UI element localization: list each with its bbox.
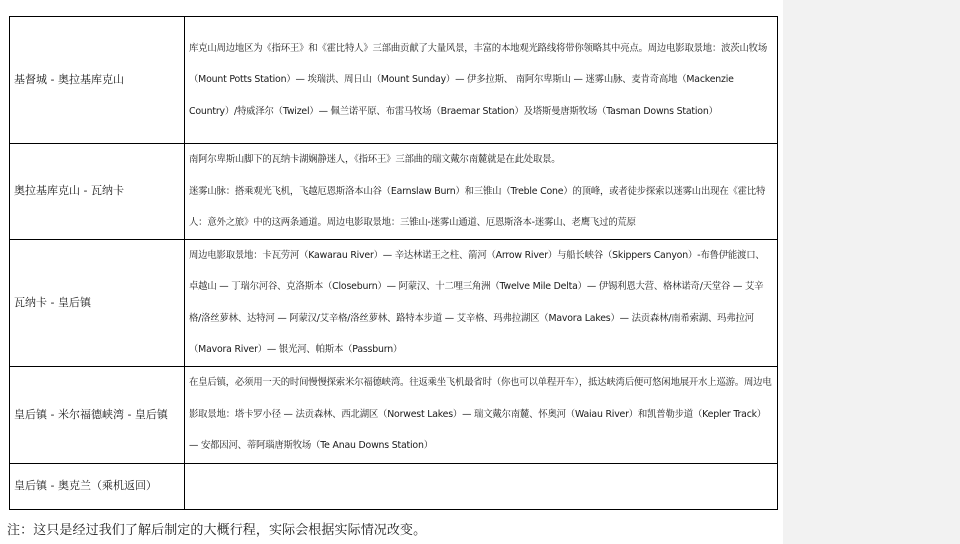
description-paragraph: 库克山周边地区为《指环王》和《霍比特人》三部曲贡献了大量风景，丰富的本地观光路线将带你领略其中亮点。周边电影取景地：波茨山牧场（Mount Potts Station）— 埃瑞洪、周日山（Mount Sunday）— 伊多拉斯、 南阿尔卑斯山 — 迷雾山脉、麦肯奇高地（Mackenzie Country）/特威泽尔（Twizel）— 佩兰诺平原、布雷马牧场（Braemar Station）及塔斯曼唐斯牧场（Tasman Downs Station） [189,42,768,117]
itinerary-note: 注：这只是经过我们了解后制定的大概行程，实际会根据实际情况改变。 [7,523,427,538]
table-row [10,239,778,366]
description-cell [185,239,778,366]
table-row [10,144,778,240]
route-cell: 瓦纳卡 - 皇后镇 [10,239,185,366]
description-paragraph: 周边电影取景地：卡瓦劳河（Kawarau River）— 辛达林诺王之柱、箭河（Arrow River）与船长峡谷（Skippers Canyon）-布鲁伊能渡口、卓越山 — 丁瑞尔河谷、克洛斯本（Closeburn）— 阿蒙汉、十二哩三角洲（Twelve Mile Delta）— 伊锡利恩大营、格林诺奇/天堂谷 — 艾辛格/洛丝萝林、达特河 — 阿蒙汉/艾辛格/洛丝萝林、路特本步道 — 艾辛格、玛弗拉湖区（Mavora Lakes）— 法贡森林/南希索湖、玛弗拉河（Mavora River）— 银光河、帕斯本（Passburn） [189,249,765,355]
description-cell [185,144,778,240]
route-cell: 皇后镇 - 米尔福德峡湾 - 皇后镇 [10,366,185,463]
description-cell-empty [185,463,778,509]
route-cell: 基督城 - 奥拉基库克山 [10,17,185,144]
description-cell [185,366,778,463]
table-row [10,17,778,144]
description-paragraph: 迷雾山脉：搭乘观光飞机，飞越厄恩斯洛本山谷（Earnslaw Burn）和三锥山（Treble Cone）的顶峰，或者徒步探索以迷雾山出现在《霍比特人：意外之旅》中的这两条通道。周边电影取景地：三锥山-迷雾山通道、厄恩斯洛本-迷雾山、老鹰飞过的荒原 [189,185,766,228]
route-cell: 奥拉基库克山 - 瓦纳卡 [10,144,185,240]
description-cell [185,17,778,144]
description-paragraph: 在皇后镇，必须用一天的时间慢慢探索米尔福德峡湾。往返乘坐飞机最省时（你也可以单程开车），抵达峡湾后便可悠闲地展开水上巡游。周边电影取景地：塔卡罗小径 — 法贡森林、西北湖区（Norwest Lakes）— 瑞文戴尔南麓、怀奥河（Waiau River）和凯普勒步道（Kepler Track）— 安都因河、蒂阿瑙唐斯牧场（Te Anau Downs Station） [189,377,772,452]
description-paragraph: 南阿尔卑斯山脚下的瓦纳卡湖娴静迷人，《指环王》三部曲的瑞文戴尔南麓就是在此处取景。 [189,154,561,165]
route-cell: 皇后镇 - 奥克兰（乘机返回） [10,463,185,509]
table-row [10,463,778,509]
itinerary-table [9,16,778,510]
table-row [10,366,778,463]
right-gray-margin [783,0,960,544]
